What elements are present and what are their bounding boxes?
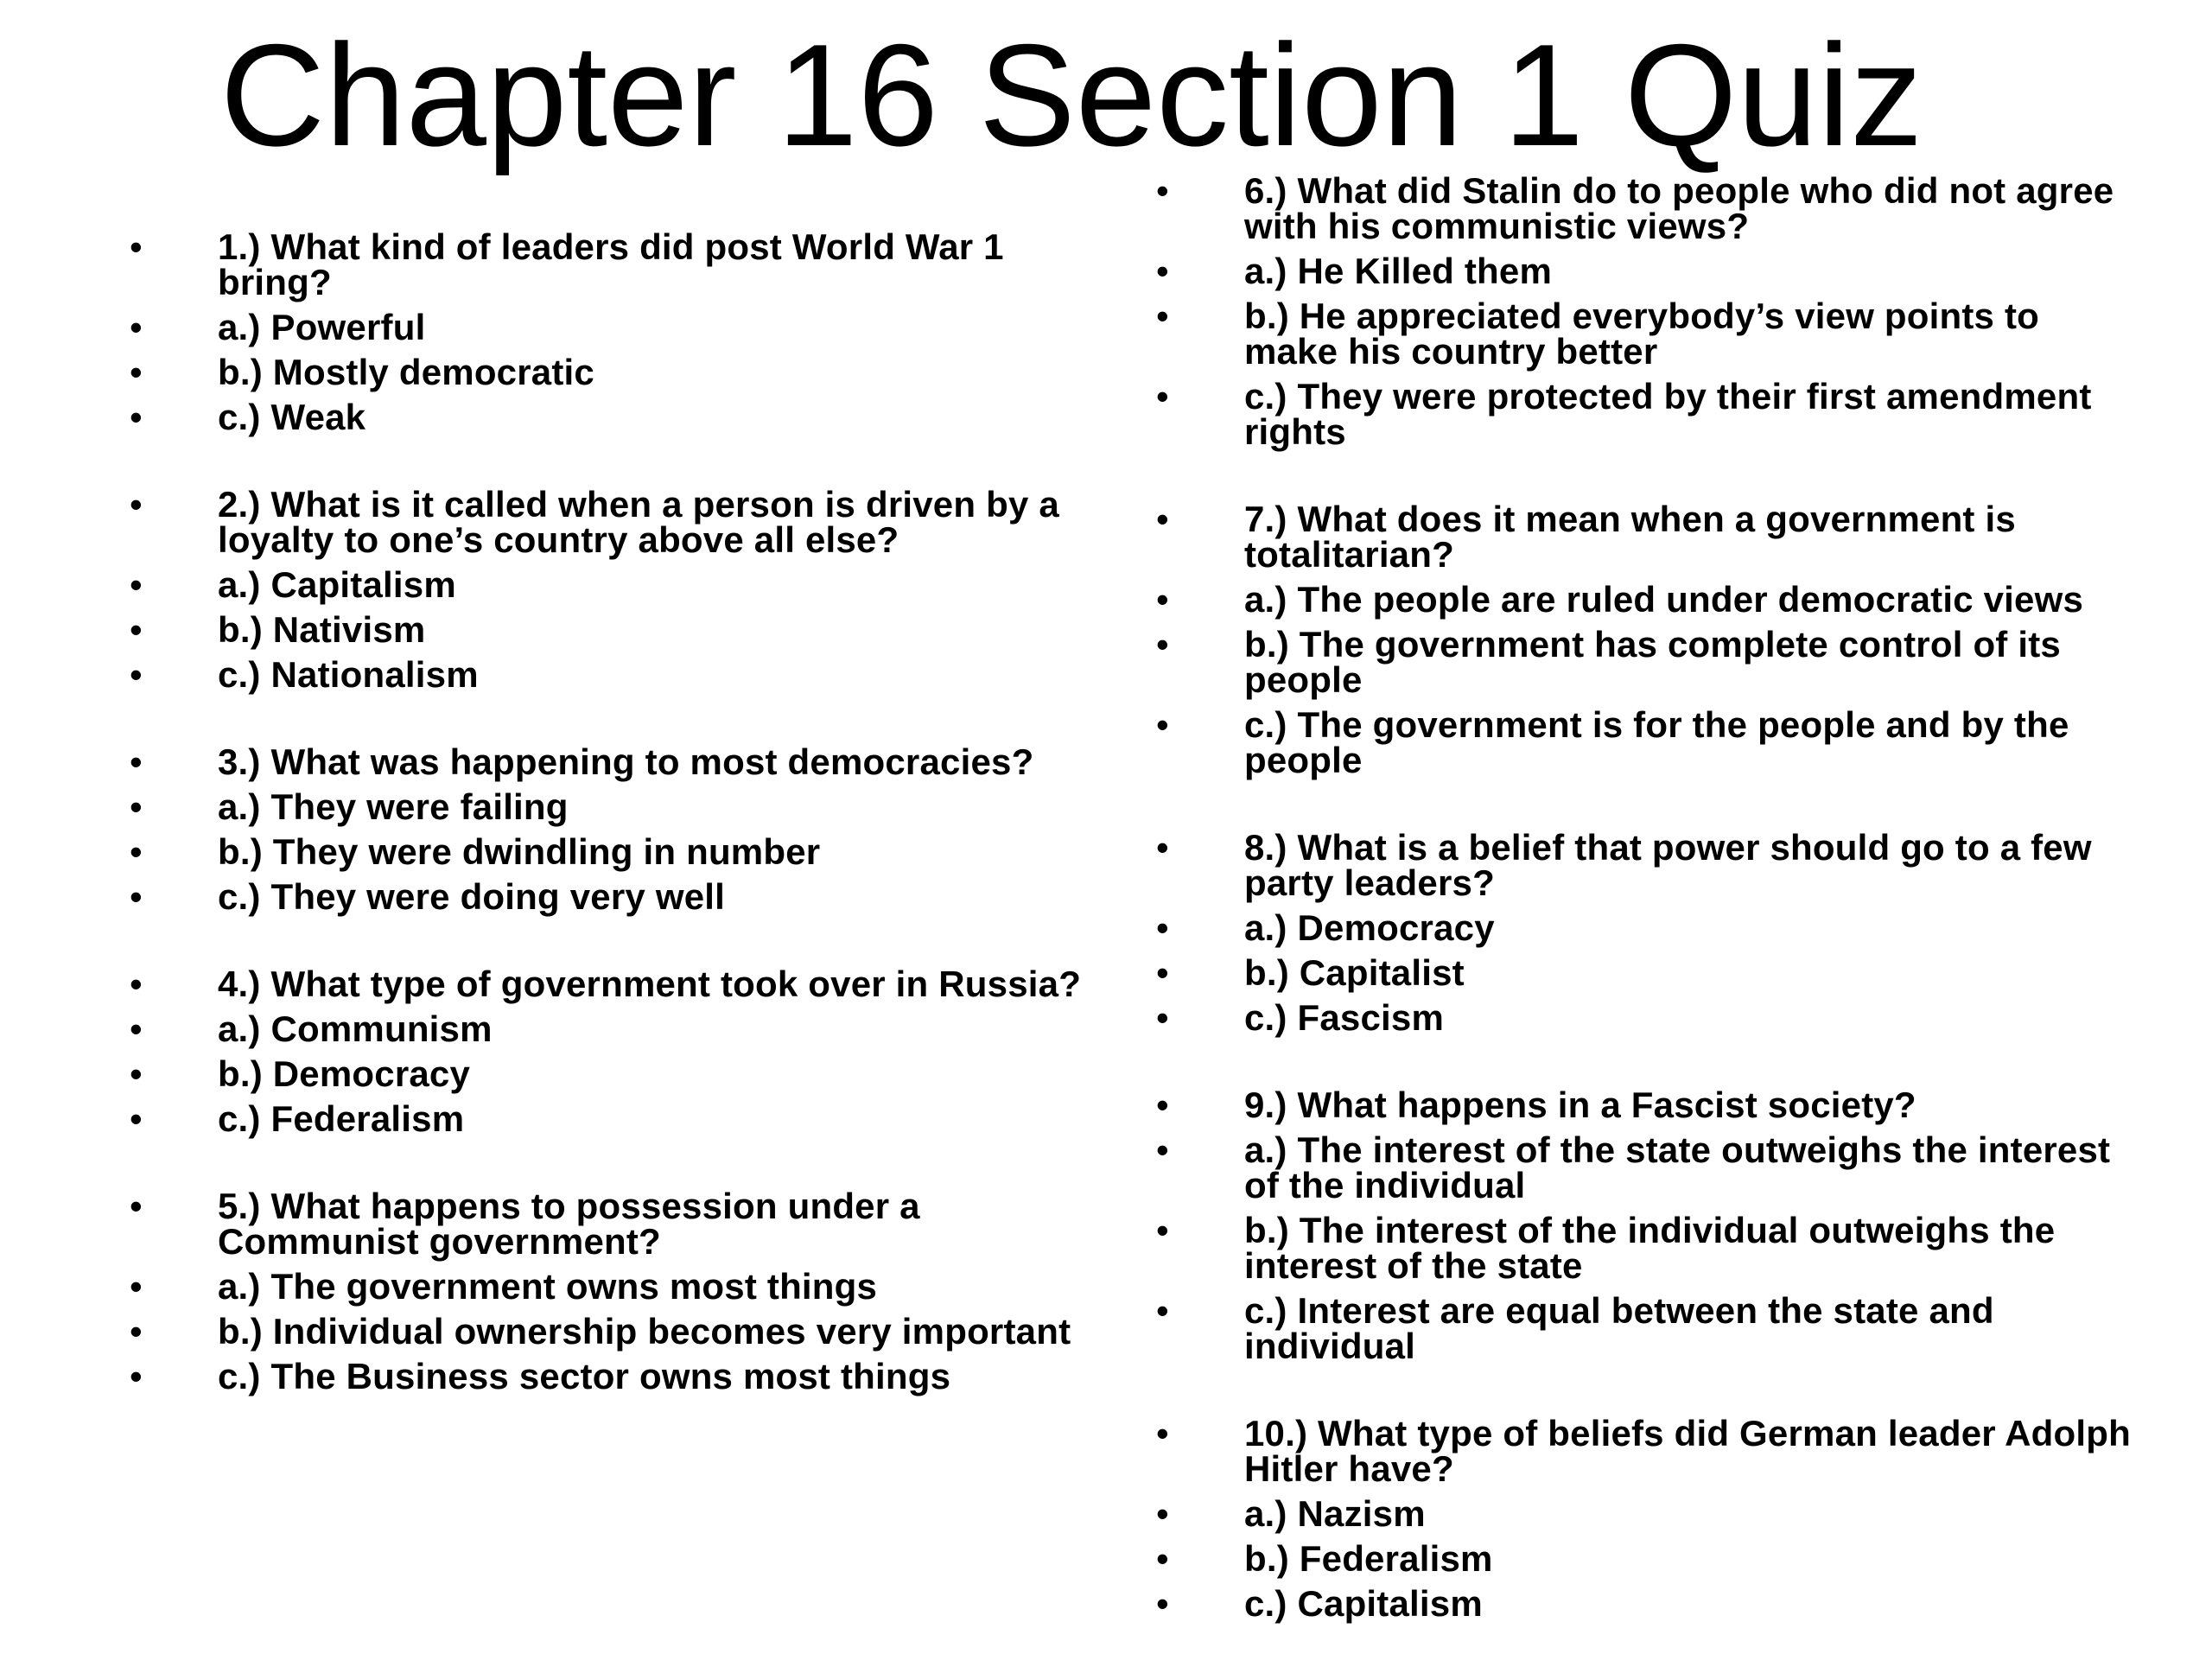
question-text-line-text: 3.) What was happening to most democracies? [218, 741, 1034, 782]
answer-option-text: a.) The government owns most things [218, 1266, 878, 1307]
question-text-line [130, 966, 1097, 1002]
bullet-icon: • [130, 397, 143, 437]
bullet-icon: • [1156, 1085, 1169, 1125]
answer-option [130, 786, 1097, 827]
bullet-icon: • [1156, 1413, 1169, 1454]
question-text-line [130, 1186, 1097, 1262]
bullet-icon: • [130, 484, 143, 525]
answer-option-text: a.) Communism [218, 1008, 493, 1049]
question-text-line-text: 9.) What happens in a Fascist society? [1244, 1085, 1916, 1125]
bullet-icon: • [1156, 376, 1169, 417]
question-text-line [1156, 1413, 2141, 1489]
answer-option-text: a.) The people are ruled under democratic views [1244, 579, 2084, 620]
question-text-line-text: 8.) What is a belief that power should go to a few party leaders? [1244, 827, 2092, 903]
bullet-icon: • [1156, 579, 1169, 620]
bullet-icon: • [1156, 827, 1169, 868]
answer-option [130, 1311, 1097, 1352]
bullet-icon: • [130, 1356, 143, 1396]
answer-option-text: c.) Capitalism [1244, 1583, 1483, 1624]
answer-option-text: c.) Nationalism [218, 654, 479, 695]
bullet-icon: • [1156, 704, 1169, 745]
question-block [1156, 827, 2141, 1038]
question-text-line-text: 2.) What is it called when a person is driven by a loyalty to one’s country above all else? [218, 484, 1059, 560]
bullet-icon: • [1156, 170, 1169, 211]
answer-option [130, 831, 1097, 872]
answer-option [1156, 1129, 2141, 1205]
question-block [1156, 1413, 2141, 1624]
answer-option-text: b.) Mostly democratic [218, 352, 594, 392]
bullet-icon: • [1156, 1493, 1169, 1534]
bullet-icon: • [1156, 251, 1169, 291]
answer-option-text: c.) They were protected by their first amendment rights [1244, 376, 2092, 452]
answer-option [130, 399, 1097, 435]
answer-option [130, 609, 1097, 650]
answer-option-text: a.) Powerful [218, 307, 426, 347]
question-block [1156, 501, 2141, 778]
answer-option-text: c.) Interest are equal between the state and individual [1244, 1290, 1994, 1366]
answer-option [1156, 997, 2141, 1038]
bullet-icon: • [130, 609, 143, 650]
bullet-icon: • [1156, 1290, 1169, 1331]
answer-option-text: b.) Nativism [218, 609, 426, 650]
right-column [1156, 170, 2141, 1673]
answer-option-text: c.) Weak [218, 397, 366, 437]
bullet-icon: • [1156, 1583, 1169, 1624]
answer-option [1156, 1538, 2141, 1579]
question-text-line [1156, 499, 2141, 575]
answer-option [1156, 253, 2141, 289]
answer-option [1156, 624, 2141, 700]
answer-option [1156, 907, 2141, 948]
answer-option-text: c.) Federalism [218, 1098, 465, 1139]
bullet-icon: • [130, 1266, 143, 1307]
answer-option [1156, 952, 2141, 993]
bullet-icon: • [1156, 1538, 1169, 1579]
question-text-line-text: 1.) What kind of leaders did post World War 1 bring? [218, 226, 1004, 302]
answer-option [1156, 296, 2141, 372]
answer-option [1156, 1493, 2141, 1534]
answer-option-text: b.) Individual ownership becomes very important [218, 1311, 1071, 1352]
question-text-line-text: 7.) What does it mean when a government is totalitarian? [1244, 499, 2016, 575]
bullet-icon: • [130, 352, 143, 392]
answer-option-text: c.) The Business sector owns most things [218, 1356, 951, 1396]
answer-option [130, 1266, 1097, 1307]
answer-option-text: b.) The interest of the individual outweighs the interest of the state [1244, 1210, 2056, 1286]
answer-option [130, 1358, 1097, 1394]
question-block [130, 741, 1097, 917]
bullet-icon: • [1156, 907, 1169, 948]
question-text-line-text: 6.) What did Stalin do to people who did not agree with his communistic views? [1244, 170, 2114, 246]
bullet-icon: • [130, 307, 143, 347]
question-text-line-text: 10.) What type of beliefs did German leader Adolph Hitler have? [1244, 1413, 2131, 1489]
question-text-line [130, 226, 1097, 302]
question-text-line-text: 4.) What type of government took over in Russia? [218, 964, 1082, 1004]
answer-option-text: c.) They were doing very well [218, 876, 725, 917]
answer-option-text: b.) The government has complete control of its people [1244, 624, 2061, 700]
bullet-icon: • [130, 226, 143, 267]
answer-option-text: a.) Democracy [1244, 907, 1495, 948]
answer-option-text: a.) They were failing [218, 786, 569, 827]
bullet-icon: • [130, 1008, 143, 1049]
answer-option [1156, 1210, 2141, 1286]
question-text-line [130, 484, 1097, 560]
answer-option [130, 876, 1097, 917]
answer-option-text: a.) He Killed them [1244, 251, 1553, 291]
answer-option [130, 354, 1097, 390]
answer-option [1156, 704, 2141, 780]
bullet-icon: • [1156, 1210, 1169, 1250]
question-text-line [130, 741, 1097, 782]
bullet-icon: • [130, 831, 143, 872]
question-block [1156, 170, 2141, 452]
bullet-icon: • [130, 1098, 143, 1139]
bullet-icon: • [130, 1053, 143, 1094]
bullet-icon: • [130, 964, 143, 1004]
answer-option-text: b.) He appreciated everybody’s view points to make his country better [1244, 296, 2040, 372]
bullet-icon: • [1156, 952, 1169, 993]
page-title: Chapter 16 Section 1 Quiz [219, 14, 1923, 176]
question-text-line [1156, 170, 2141, 246]
answer-option-text: a.) Nazism [1244, 1493, 1426, 1534]
answer-option-text: c.) The government is for the people and by the people [1244, 704, 2069, 780]
answer-option-text: b.) They were dwindling in number [218, 831, 821, 872]
answer-option-text: a.) The interest of the state outweighs the interest of the individual [1244, 1129, 2111, 1205]
answer-option-text: c.) Fascism [1244, 997, 1444, 1038]
answer-option [130, 1053, 1097, 1094]
left-column [130, 226, 1097, 1446]
answer-option [130, 309, 1097, 345]
question-block [130, 1188, 1097, 1394]
bullet-icon: • [130, 654, 143, 695]
bullet-icon: • [130, 786, 143, 827]
question-block [130, 484, 1097, 695]
answer-option-text: b.) Capitalist [1244, 952, 1465, 993]
question-block [130, 226, 1097, 437]
question-block [130, 964, 1097, 1139]
bullet-icon: • [1156, 624, 1169, 665]
answer-option [130, 1098, 1097, 1139]
bullet-icon: • [1156, 1129, 1169, 1170]
answer-option [130, 654, 1097, 695]
question-text-line [1156, 827, 2141, 903]
answer-option [130, 564, 1097, 605]
answer-option [1156, 1583, 2141, 1624]
answer-option [130, 1008, 1097, 1049]
question-block [1156, 1087, 2141, 1364]
bullet-icon: • [1156, 296, 1169, 336]
answer-option-text: b.) Federalism [1244, 1538, 1493, 1579]
answer-option-text: b.) Democracy [218, 1053, 471, 1094]
answer-option [1156, 376, 2141, 452]
answer-option [1156, 1290, 2141, 1366]
question-text-line [1156, 1087, 2141, 1123]
question-text-line-text: 5.) What happens to possession under a Communist government? [218, 1186, 920, 1262]
answer-option-text: a.) Capitalism [218, 564, 456, 605]
bullet-icon: • [1156, 499, 1169, 539]
bullet-icon: • [130, 1186, 143, 1226]
answer-option [1156, 579, 2141, 620]
bullet-icon: • [130, 1311, 143, 1352]
bullet-icon: • [130, 741, 143, 782]
bullet-icon: • [130, 564, 143, 605]
bullet-icon: • [1156, 997, 1169, 1038]
bullet-icon: • [130, 876, 143, 917]
